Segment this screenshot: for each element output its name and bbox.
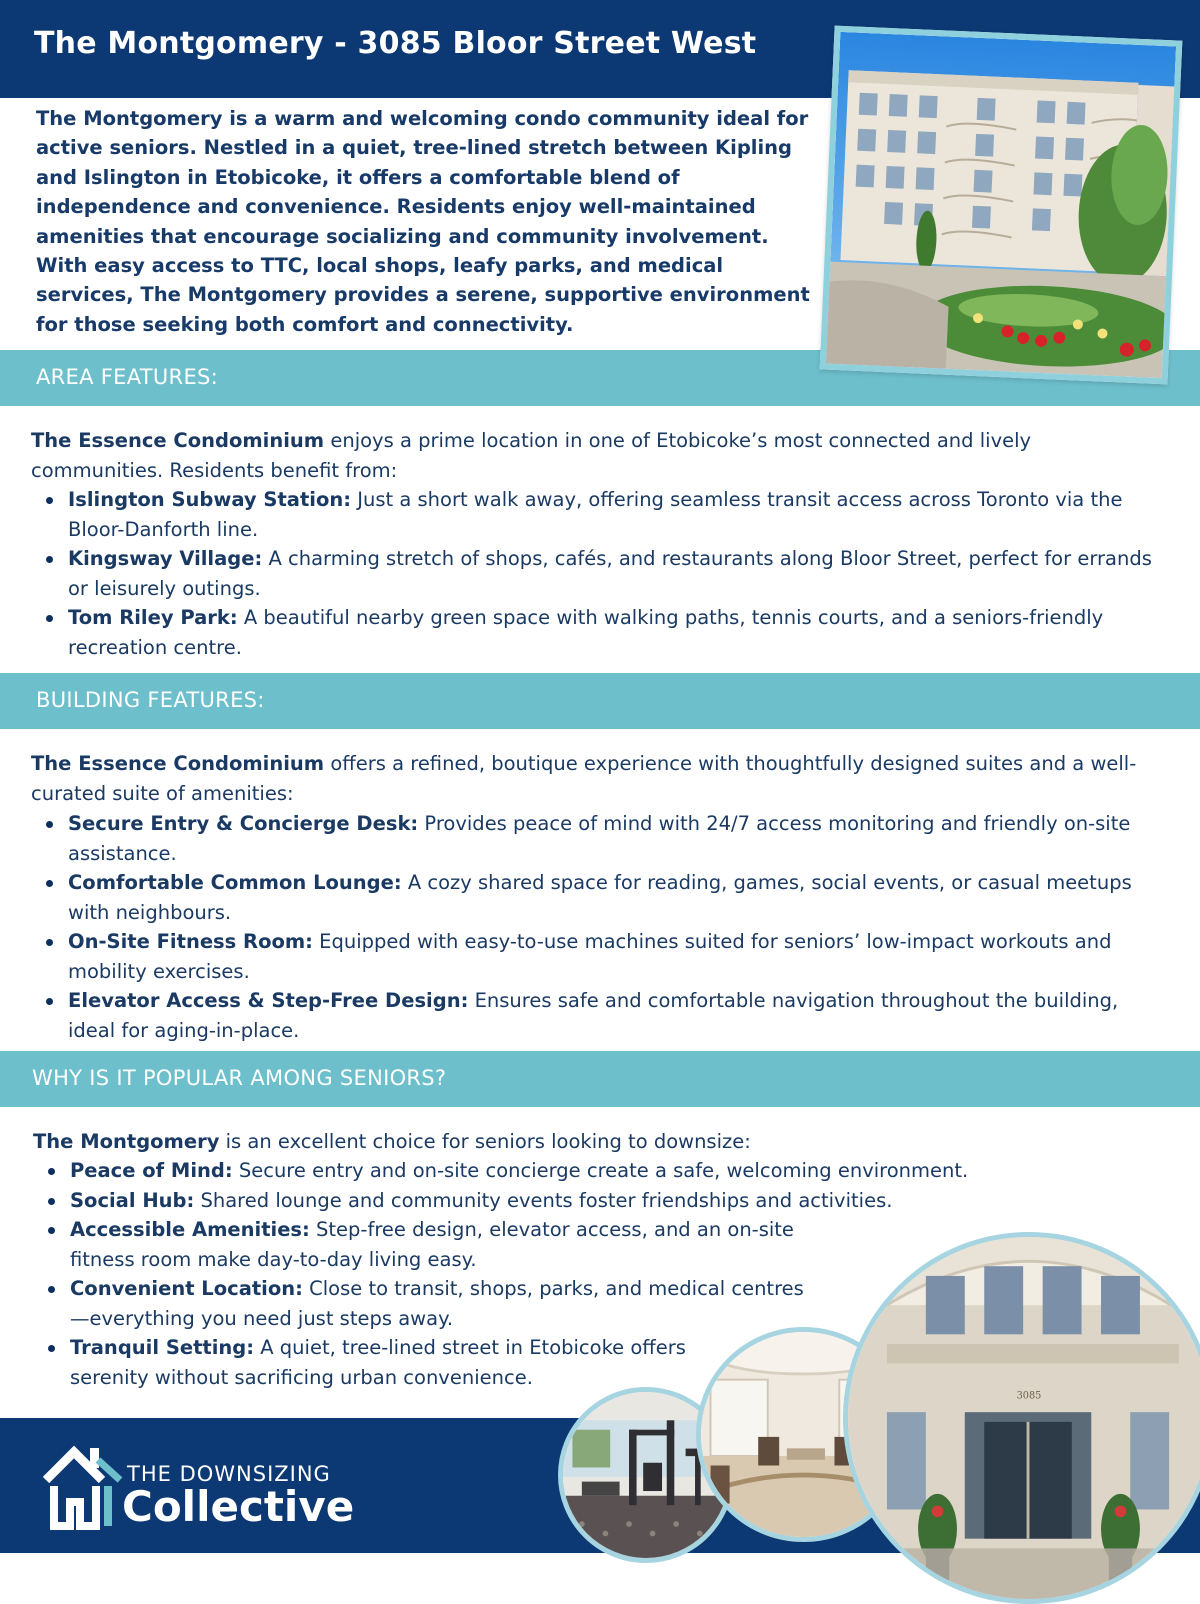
brand-name-top: THE DOWNSIZING [127,1462,331,1486]
area-features-list [31,485,1166,662]
building-features-heading: BUILDING FEATURES: [36,688,265,712]
list-item: Islington Subway Station: Just a short walk away, offering seamless transit access across Toronto via the Bloor-Danforth line. [31,485,1166,544]
building-intro-lead: The Essence Condominium [31,752,325,775]
seniors-heading: WHY IS IT POPULAR AMONG SENIORS? [32,1066,447,1090]
building-features-list [31,809,1171,1045]
brand-name-bottom: Collective [122,1482,355,1531]
list-item: Tom Riley Park: A beautiful nearby green space with walking paths, tennis courts, and a seniors-friendly recreation centre. [31,603,1166,662]
building-intro-text: offers a refined, boutique experience with thoughtfully designed suites and a well-curated suite of amenities: [31,752,1137,805]
seniors-band [0,1051,1200,1107]
building-exterior-photo [820,26,1183,385]
list-item: Secure Entry & Concierge Desk: Provides peace of mind with 24/7 access monitoring and friendly on-site assistance. [31,809,1171,868]
list-item: Accessible Amenities: Step-free design, elevator access, and an on-site fitness room make day-to-day living easy. [33,1215,850,1274]
area-intro-lead: The Essence Condominium [31,429,325,452]
seniors-intro-lead: The Montgomery [33,1130,220,1153]
list-item: Comfortable Common Lounge: A cozy shared space for reading, games, social events, or casual meetups with neighbours. [31,868,1171,927]
area-features-heading: AREA FEATURES: [36,365,219,389]
page-title: The Montgomery - 3085 Bloor Street West [34,26,757,61]
list-item: Social Hub: Shared lounge and community events foster friendships and activities. [33,1186,1053,1216]
entrance-photo [843,1232,1200,1604]
entrance-number: 3085 [1016,1390,1042,1402]
list-item: Elevator Access & Step-Free Design: Ensures safe and comfortable navigation throughout the building, ideal for aging-in-place. [31,986,1171,1045]
list-item: Kingsway Village: A charming stretch of shops, cafés, and restaurants along Bloor Street, perfect for errands or leisurely outings. [31,544,1166,603]
area-intro [31,426,1161,485]
list-item: Peace of Mind: Secure entry and on-site concierge create a safe, welcoming environment. [33,1156,1053,1186]
list-item: On-Site Fitness Room: Equipped with easy-to-use machines suited for seniors’ low-impact workouts and mobility exercises. [31,927,1171,986]
building-features-band [0,673,1200,729]
area-intro-text: enjoys a prime location in one of Etobicoke’s most connected and lively communities. Residents benefit from: [31,429,1032,482]
list-item: Tranquil Setting: A quiet, tree-lined street in Etobicoke offers serenity without sacrificing urban convenience. [33,1333,710,1392]
seniors-intro [33,1127,933,1157]
intro-paragraph: The Montgomery is a warm and welcoming condo community ideal for active seniors. Nestled in a quiet, tree-lined stretch between Kipling and Islington in Etobicoke, it offers a comfortable blend of independence and convenience. Residents enjoy well-maintained amenities that encourage socializing and community involvement. With easy access to TTC, local shops, leafy parks, and medical services, The Montgomery provides a serene, supportive environment for those seeking both comfort and connectivity. [36,107,810,336]
list-item: Convenient Location: Close to transit, shops, parks, and medical centres—everything you need just steps away. [33,1274,810,1333]
building-intro [31,749,1171,808]
seniors-intro-text: is an excellent choice for seniors looking to downsize: [219,1130,751,1153]
